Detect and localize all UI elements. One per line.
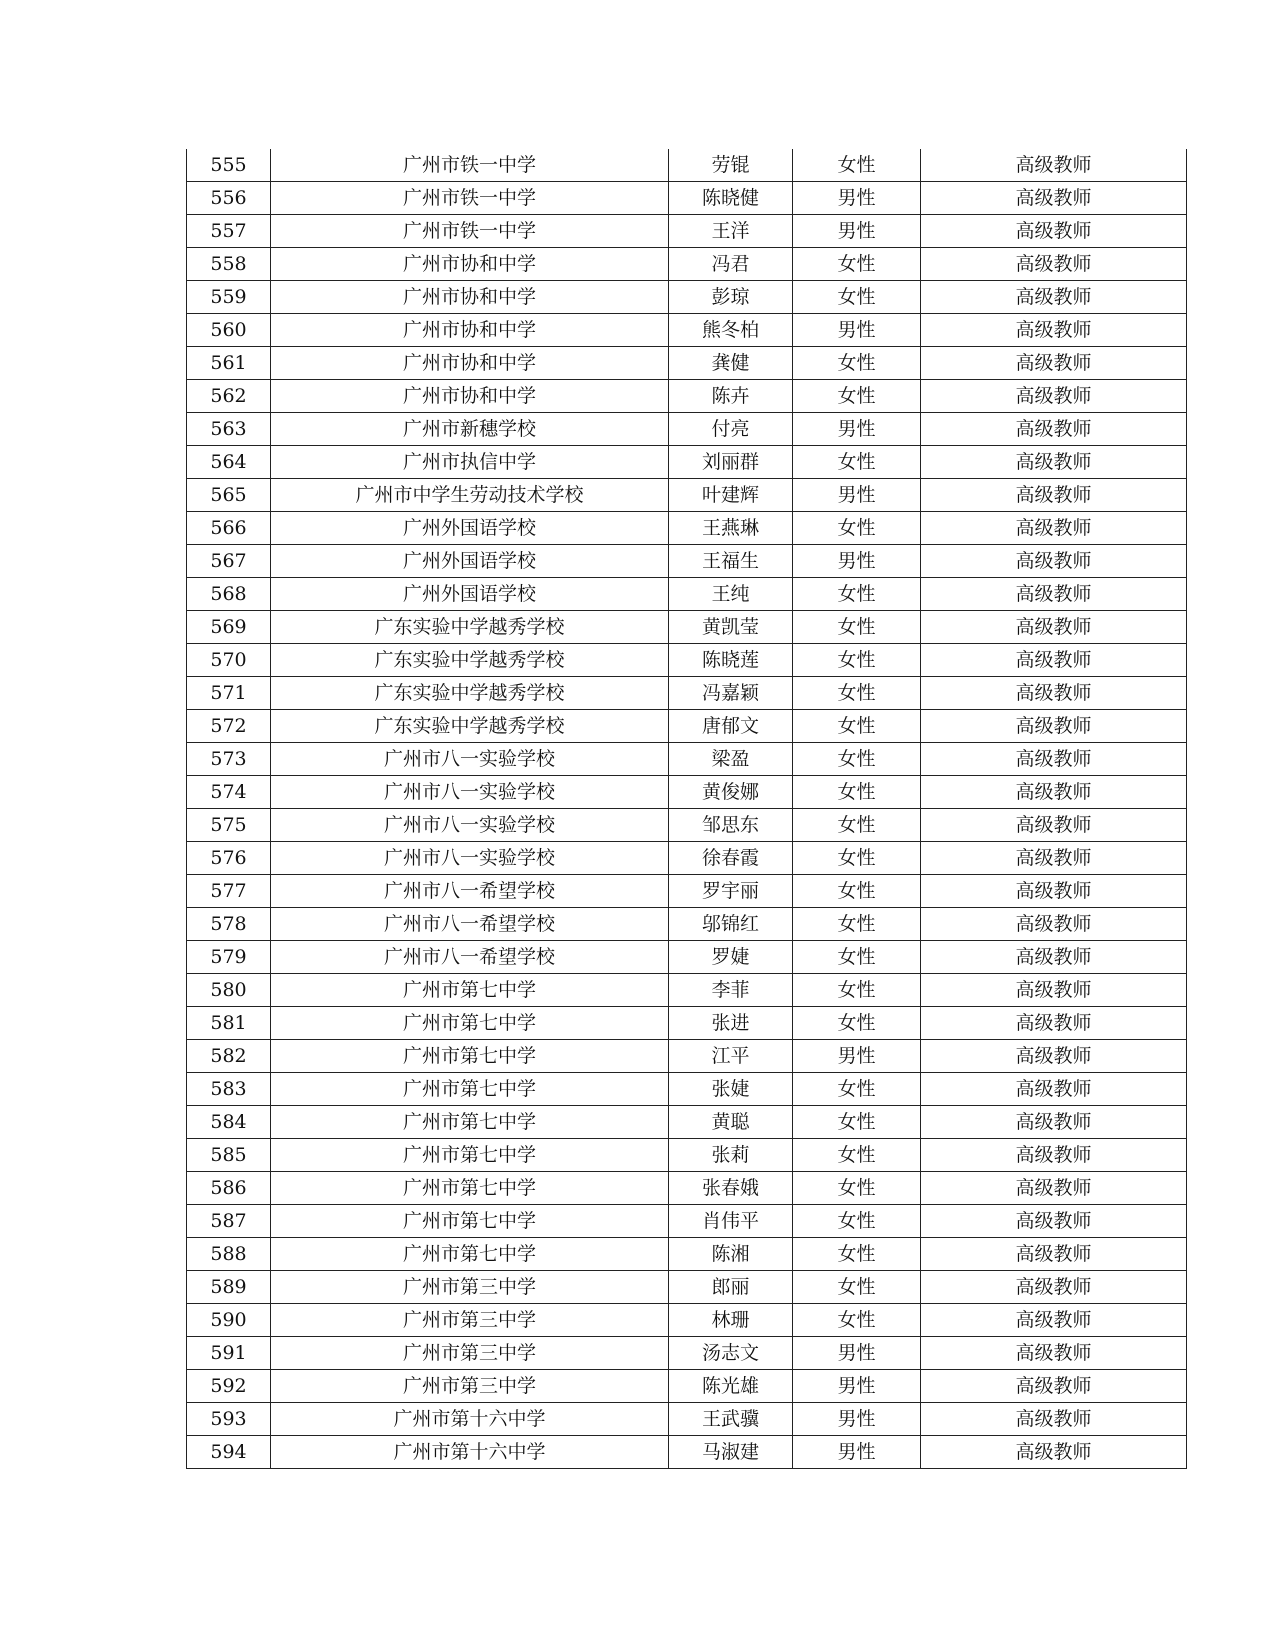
row-number-cell: 586 xyxy=(187,1172,271,1205)
row-number-cell: 566 xyxy=(187,512,271,545)
row-number-cell: 568 xyxy=(187,578,271,611)
teacher-name-cell: 郎丽 xyxy=(669,1271,793,1304)
row-number-cell: 572 xyxy=(187,710,271,743)
document-page xyxy=(186,149,1186,1469)
table-row xyxy=(187,1040,1187,1073)
professional-title-cell: 高级教师 xyxy=(921,149,1187,182)
row-number-cell: 578 xyxy=(187,908,271,941)
school-name-cell: 广州市第七中学 xyxy=(271,1139,669,1172)
gender-cell: 女性 xyxy=(793,1007,921,1040)
teacher-name-cell: 罗宇丽 xyxy=(669,875,793,908)
gender-cell: 男性 xyxy=(793,479,921,512)
table-row xyxy=(187,149,1187,182)
school-name-cell: 广州市八一实验学校 xyxy=(271,776,669,809)
table-row xyxy=(187,248,1187,281)
school-name-cell: 广州市新穗学校 xyxy=(271,413,669,446)
gender-cell: 女性 xyxy=(793,248,921,281)
teacher-name-cell: 徐春霞 xyxy=(669,842,793,875)
table-row xyxy=(187,380,1187,413)
school-name-cell: 广州市第七中学 xyxy=(271,1007,669,1040)
gender-cell: 女性 xyxy=(793,347,921,380)
school-name-cell: 广州市第七中学 xyxy=(271,1172,669,1205)
school-name-cell: 广州市八一希望学校 xyxy=(271,941,669,974)
gender-cell: 女性 xyxy=(793,149,921,182)
gender-cell: 女性 xyxy=(793,875,921,908)
professional-title-cell: 高级教师 xyxy=(921,479,1187,512)
table-row xyxy=(187,974,1187,1007)
school-name-cell: 广州市八一希望学校 xyxy=(271,908,669,941)
school-name-cell: 广州市八一实验学校 xyxy=(271,842,669,875)
school-name-cell: 广州市第七中学 xyxy=(271,1073,669,1106)
gender-cell: 男性 xyxy=(793,545,921,578)
table-row xyxy=(187,743,1187,776)
professional-title-cell: 高级教师 xyxy=(921,677,1187,710)
school-name-cell: 广州市第七中学 xyxy=(271,1205,669,1238)
teacher-name-cell: 劳锟 xyxy=(669,149,793,182)
teacher-name-cell: 冯君 xyxy=(669,248,793,281)
row-number-cell: 580 xyxy=(187,974,271,1007)
professional-title-cell: 高级教师 xyxy=(921,743,1187,776)
teacher-name-cell: 邬锦红 xyxy=(669,908,793,941)
professional-title-cell: 高级教师 xyxy=(921,347,1187,380)
professional-title-cell: 高级教师 xyxy=(921,611,1187,644)
professional-title-cell: 高级教师 xyxy=(921,776,1187,809)
table-row xyxy=(187,1205,1187,1238)
teacher-name-cell: 龚健 xyxy=(669,347,793,380)
school-name-cell: 广州市协和中学 xyxy=(271,281,669,314)
row-number-cell: 579 xyxy=(187,941,271,974)
table-row xyxy=(187,611,1187,644)
teacher-name-cell: 叶建辉 xyxy=(669,479,793,512)
school-name-cell: 广州市协和中学 xyxy=(271,314,669,347)
row-number-cell: 571 xyxy=(187,677,271,710)
gender-cell: 女性 xyxy=(793,1205,921,1238)
table-row xyxy=(187,578,1187,611)
professional-title-cell: 高级教师 xyxy=(921,1040,1187,1073)
teacher-name-cell: 江平 xyxy=(669,1040,793,1073)
gender-cell: 男性 xyxy=(793,1403,921,1436)
roster-body xyxy=(187,149,1187,1469)
teacher-name-cell: 唐郁文 xyxy=(669,710,793,743)
teacher-name-cell: 王洋 xyxy=(669,215,793,248)
row-number-cell: 587 xyxy=(187,1205,271,1238)
professional-title-cell: 高级教师 xyxy=(921,413,1187,446)
professional-title-cell: 高级教师 xyxy=(921,974,1187,1007)
gender-cell: 女性 xyxy=(793,1106,921,1139)
table-row xyxy=(187,314,1187,347)
table-row xyxy=(187,479,1187,512)
row-number-cell: 561 xyxy=(187,347,271,380)
school-name-cell: 广州外国语学校 xyxy=(271,545,669,578)
professional-title-cell: 高级教师 xyxy=(921,1370,1187,1403)
gender-cell: 女性 xyxy=(793,1304,921,1337)
table-row xyxy=(187,875,1187,908)
teacher-name-cell: 熊冬柏 xyxy=(669,314,793,347)
row-number-cell: 570 xyxy=(187,644,271,677)
gender-cell: 女性 xyxy=(793,842,921,875)
teacher-name-cell: 黄聪 xyxy=(669,1106,793,1139)
row-number-cell: 573 xyxy=(187,743,271,776)
teacher-name-cell: 张莉 xyxy=(669,1139,793,1172)
professional-title-cell: 高级教师 xyxy=(921,1007,1187,1040)
teacher-name-cell: 梁盈 xyxy=(669,743,793,776)
table-row xyxy=(187,809,1187,842)
professional-title-cell: 高级教师 xyxy=(921,710,1187,743)
teacher-name-cell: 邹思东 xyxy=(669,809,793,842)
row-number-cell: 557 xyxy=(187,215,271,248)
school-name-cell: 广东实验中学越秀学校 xyxy=(271,677,669,710)
gender-cell: 男性 xyxy=(793,1436,921,1469)
professional-title-cell: 高级教师 xyxy=(921,842,1187,875)
teacher-name-cell: 付亮 xyxy=(669,413,793,446)
school-name-cell: 广东实验中学越秀学校 xyxy=(271,710,669,743)
school-name-cell: 广东实验中学越秀学校 xyxy=(271,611,669,644)
school-name-cell: 广州市八一实验学校 xyxy=(271,809,669,842)
gender-cell: 女性 xyxy=(793,611,921,644)
gender-cell: 女性 xyxy=(793,1172,921,1205)
gender-cell: 女性 xyxy=(793,908,921,941)
school-name-cell: 广州市八一希望学校 xyxy=(271,875,669,908)
gender-cell: 男性 xyxy=(793,215,921,248)
teacher-name-cell: 王纯 xyxy=(669,578,793,611)
professional-title-cell: 高级教师 xyxy=(921,215,1187,248)
row-number-cell: 593 xyxy=(187,1403,271,1436)
table-row xyxy=(187,281,1187,314)
gender-cell: 女性 xyxy=(793,644,921,677)
table-row xyxy=(187,1172,1187,1205)
teacher-name-cell: 陈湘 xyxy=(669,1238,793,1271)
gender-cell: 女性 xyxy=(793,974,921,1007)
table-row xyxy=(187,1073,1187,1106)
school-name-cell: 广州市第三中学 xyxy=(271,1271,669,1304)
teacher-name-cell: 李菲 xyxy=(669,974,793,1007)
table-row xyxy=(187,1238,1187,1271)
school-name-cell: 广州外国语学校 xyxy=(271,512,669,545)
school-name-cell: 广州市第十六中学 xyxy=(271,1403,669,1436)
teacher-name-cell: 张春娥 xyxy=(669,1172,793,1205)
row-number-cell: 565 xyxy=(187,479,271,512)
gender-cell: 女性 xyxy=(793,776,921,809)
gender-cell: 女性 xyxy=(793,512,921,545)
row-number-cell: 581 xyxy=(187,1007,271,1040)
teacher-name-cell: 王武骥 xyxy=(669,1403,793,1436)
teacher-name-cell: 汤志文 xyxy=(669,1337,793,1370)
gender-cell: 男性 xyxy=(793,182,921,215)
table-row xyxy=(187,413,1187,446)
professional-title-cell: 高级教师 xyxy=(921,1238,1187,1271)
gender-cell: 女性 xyxy=(793,710,921,743)
school-name-cell: 广州市铁一中学 xyxy=(271,215,669,248)
row-number-cell: 558 xyxy=(187,248,271,281)
professional-title-cell: 高级教师 xyxy=(921,281,1187,314)
row-number-cell: 594 xyxy=(187,1436,271,1469)
school-name-cell: 广州市第七中学 xyxy=(271,1040,669,1073)
row-number-cell: 582 xyxy=(187,1040,271,1073)
professional-title-cell: 高级教师 xyxy=(921,1073,1187,1106)
gender-cell: 女性 xyxy=(793,578,921,611)
school-name-cell: 广州市第七中学 xyxy=(271,1106,669,1139)
school-name-cell: 广州市协和中学 xyxy=(271,347,669,380)
row-number-cell: 575 xyxy=(187,809,271,842)
row-number-cell: 592 xyxy=(187,1370,271,1403)
gender-cell: 女性 xyxy=(793,446,921,479)
professional-title-cell: 高级教师 xyxy=(921,644,1187,677)
professional-title-cell: 高级教师 xyxy=(921,1172,1187,1205)
teacher-name-cell: 张婕 xyxy=(669,1073,793,1106)
teacher-name-cell: 林珊 xyxy=(669,1304,793,1337)
table-row xyxy=(187,1403,1187,1436)
table-row xyxy=(187,446,1187,479)
table-row xyxy=(187,1106,1187,1139)
teacher-name-cell: 陈晓莲 xyxy=(669,644,793,677)
school-name-cell: 广州市协和中学 xyxy=(271,248,669,281)
professional-title-cell: 高级教师 xyxy=(921,1436,1187,1469)
professional-title-cell: 高级教师 xyxy=(921,248,1187,281)
row-number-cell: 567 xyxy=(187,545,271,578)
row-number-cell: 591 xyxy=(187,1337,271,1370)
row-number-cell: 589 xyxy=(187,1271,271,1304)
professional-title-cell: 高级教师 xyxy=(921,545,1187,578)
table-row xyxy=(187,215,1187,248)
teacher-name-cell: 黄俊娜 xyxy=(669,776,793,809)
gender-cell: 女性 xyxy=(793,1271,921,1304)
teacher-name-cell: 陈卉 xyxy=(669,380,793,413)
row-number-cell: 559 xyxy=(187,281,271,314)
row-number-cell: 576 xyxy=(187,842,271,875)
professional-title-cell: 高级教师 xyxy=(921,1403,1187,1436)
table-row xyxy=(187,1139,1187,1172)
table-row xyxy=(187,1271,1187,1304)
professional-title-cell: 高级教师 xyxy=(921,1271,1187,1304)
row-number-cell: 585 xyxy=(187,1139,271,1172)
table-row xyxy=(187,1337,1187,1370)
row-number-cell: 555 xyxy=(187,149,271,182)
professional-title-cell: 高级教师 xyxy=(921,809,1187,842)
professional-title-cell: 高级教师 xyxy=(921,314,1187,347)
table-row xyxy=(187,1304,1187,1337)
professional-title-cell: 高级教师 xyxy=(921,1106,1187,1139)
school-name-cell: 广州市执信中学 xyxy=(271,446,669,479)
professional-title-cell: 高级教师 xyxy=(921,1139,1187,1172)
gender-cell: 女性 xyxy=(793,809,921,842)
row-number-cell: 569 xyxy=(187,611,271,644)
table-row xyxy=(187,941,1187,974)
teacher-name-cell: 刘丽群 xyxy=(669,446,793,479)
table-row xyxy=(187,908,1187,941)
teacher-name-cell: 罗婕 xyxy=(669,941,793,974)
school-name-cell: 广州市第三中学 xyxy=(271,1370,669,1403)
professional-title-cell: 高级教师 xyxy=(921,446,1187,479)
row-number-cell: 590 xyxy=(187,1304,271,1337)
table-row xyxy=(187,842,1187,875)
row-number-cell: 556 xyxy=(187,182,271,215)
professional-title-cell: 高级教师 xyxy=(921,908,1187,941)
teacher-name-cell: 王燕琳 xyxy=(669,512,793,545)
table-row xyxy=(187,347,1187,380)
table-row xyxy=(187,677,1187,710)
professional-title-cell: 高级教师 xyxy=(921,1304,1187,1337)
professional-title-cell: 高级教师 xyxy=(921,182,1187,215)
row-number-cell: 564 xyxy=(187,446,271,479)
table-row xyxy=(187,710,1187,743)
school-name-cell: 广州市第三中学 xyxy=(271,1337,669,1370)
row-number-cell: 562 xyxy=(187,380,271,413)
gender-cell: 女性 xyxy=(793,281,921,314)
table-row xyxy=(187,512,1187,545)
table-row xyxy=(187,1007,1187,1040)
row-number-cell: 584 xyxy=(187,1106,271,1139)
professional-title-cell: 高级教师 xyxy=(921,512,1187,545)
gender-cell: 男性 xyxy=(793,1337,921,1370)
row-number-cell: 563 xyxy=(187,413,271,446)
professional-title-cell: 高级教师 xyxy=(921,578,1187,611)
professional-title-cell: 高级教师 xyxy=(921,380,1187,413)
school-name-cell: 广州市铁一中学 xyxy=(271,182,669,215)
professional-title-cell: 高级教师 xyxy=(921,1337,1187,1370)
gender-cell: 男性 xyxy=(793,1370,921,1403)
table-row xyxy=(187,644,1187,677)
gender-cell: 女性 xyxy=(793,380,921,413)
row-number-cell: 574 xyxy=(187,776,271,809)
teacher-name-cell: 王福生 xyxy=(669,545,793,578)
school-name-cell: 广州外国语学校 xyxy=(271,578,669,611)
gender-cell: 男性 xyxy=(793,413,921,446)
professional-title-cell: 高级教师 xyxy=(921,875,1187,908)
professional-title-cell: 高级教师 xyxy=(921,1205,1187,1238)
professional-title-cell: 高级教师 xyxy=(921,941,1187,974)
teacher-name-cell: 肖伟平 xyxy=(669,1205,793,1238)
table-row xyxy=(187,1436,1187,1469)
school-name-cell: 广州市第七中学 xyxy=(271,974,669,1007)
teacher-roster-table xyxy=(186,149,1187,1469)
gender-cell: 男性 xyxy=(793,1040,921,1073)
school-name-cell: 广东实验中学越秀学校 xyxy=(271,644,669,677)
teacher-name-cell: 马淑建 xyxy=(669,1436,793,1469)
school-name-cell: 广州市中学生劳动技术学校 xyxy=(271,479,669,512)
school-name-cell: 广州市第十六中学 xyxy=(271,1436,669,1469)
teacher-name-cell: 冯嘉颖 xyxy=(669,677,793,710)
school-name-cell: 广州市第三中学 xyxy=(271,1304,669,1337)
school-name-cell: 广州市铁一中学 xyxy=(271,149,669,182)
gender-cell: 女性 xyxy=(793,941,921,974)
table-row xyxy=(187,545,1187,578)
gender-cell: 女性 xyxy=(793,1238,921,1271)
row-number-cell: 588 xyxy=(187,1238,271,1271)
row-number-cell: 577 xyxy=(187,875,271,908)
teacher-name-cell: 张进 xyxy=(669,1007,793,1040)
gender-cell: 女性 xyxy=(793,1073,921,1106)
row-number-cell: 583 xyxy=(187,1073,271,1106)
teacher-name-cell: 黄凯莹 xyxy=(669,611,793,644)
gender-cell: 女性 xyxy=(793,677,921,710)
teacher-name-cell: 陈光雄 xyxy=(669,1370,793,1403)
row-number-cell: 560 xyxy=(187,314,271,347)
school-name-cell: 广州市协和中学 xyxy=(271,380,669,413)
gender-cell: 女性 xyxy=(793,743,921,776)
table-row xyxy=(187,776,1187,809)
teacher-name-cell: 陈晓健 xyxy=(669,182,793,215)
table-row xyxy=(187,1370,1187,1403)
gender-cell: 男性 xyxy=(793,314,921,347)
school-name-cell: 广州市第七中学 xyxy=(271,1238,669,1271)
gender-cell: 女性 xyxy=(793,1139,921,1172)
teacher-name-cell: 彭琼 xyxy=(669,281,793,314)
table-row xyxy=(187,182,1187,215)
school-name-cell: 广州市八一实验学校 xyxy=(271,743,669,776)
